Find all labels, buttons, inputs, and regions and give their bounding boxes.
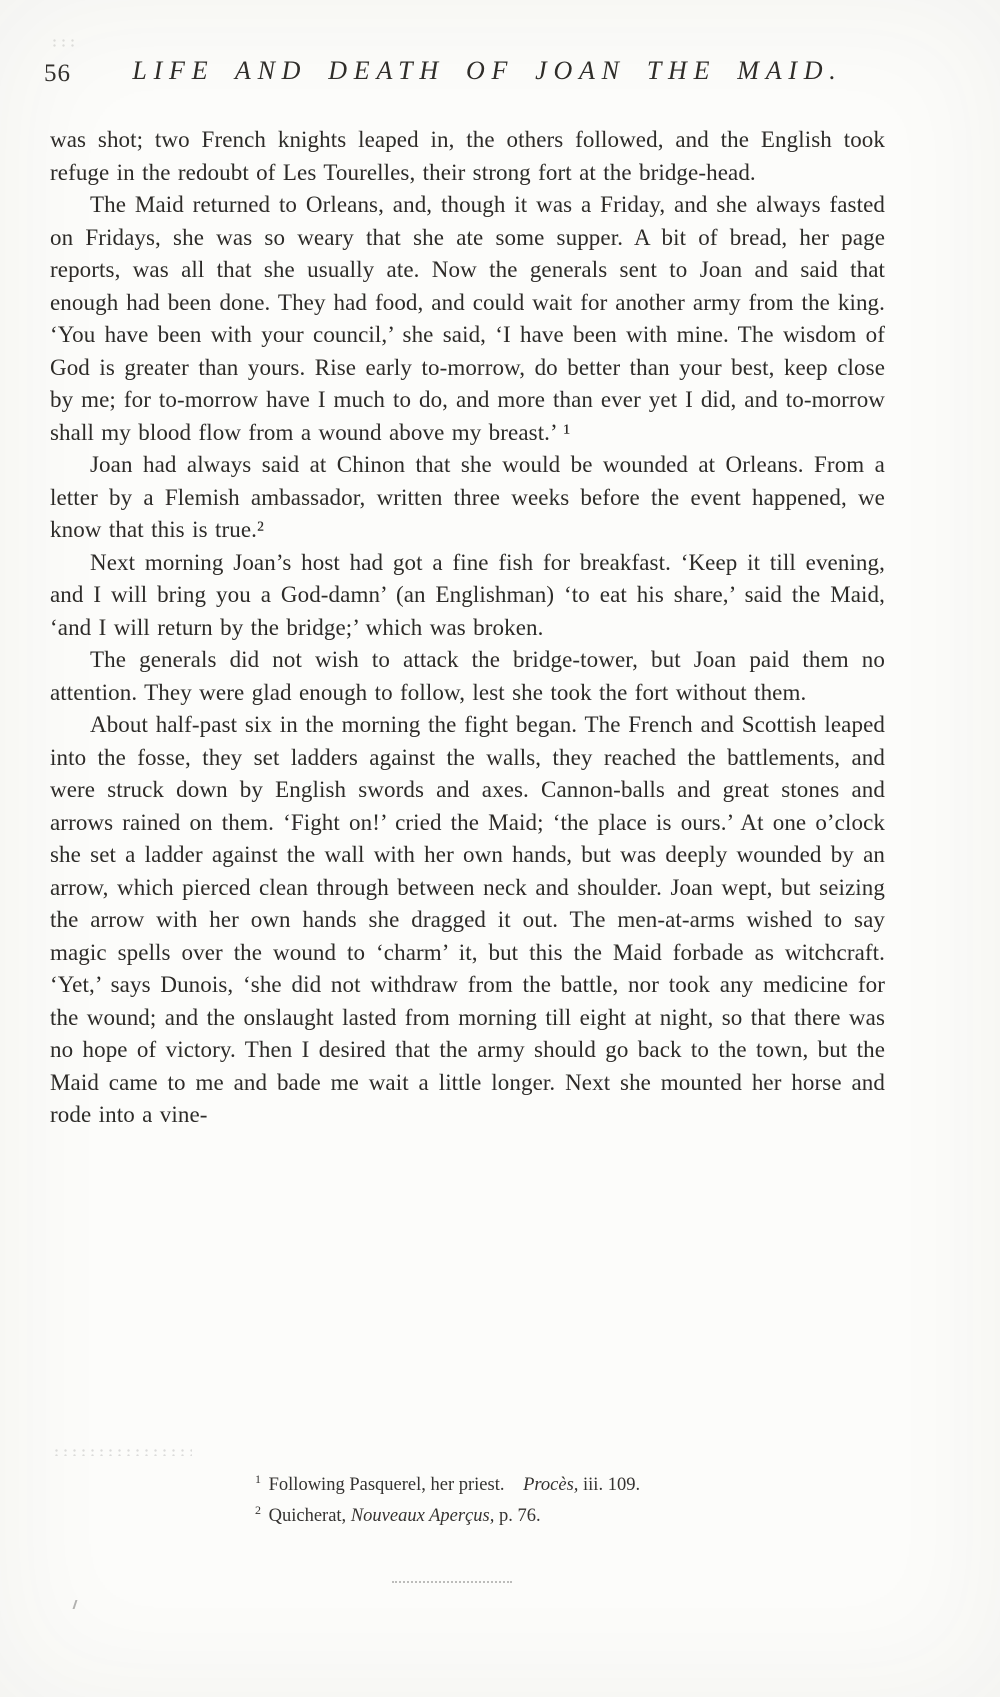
paragraph-continuation: was shot; two French knights leaped in, the others followed, and the English took refuge in the redoubt of Les Tourelles, their strong fort at the bridge-head.	[50, 127, 885, 185]
running-title: LIFE AND DEATH OF JOAN THE MAID.	[132, 56, 843, 85]
footnote-work-title: Nouveaux Aperçus,	[350, 1506, 495, 1526]
scan-artifact	[73, 1600, 80, 1609]
page-header	[44, 56, 885, 94]
scan-artifact	[52, 1448, 192, 1456]
footnote-marker: 2	[255, 1502, 261, 1517]
footnote-marker: 1	[255, 1471, 261, 1486]
footnote-text: Quicherat,	[268, 1506, 347, 1526]
footnote-ref: iii. 109.	[583, 1475, 641, 1495]
page-body	[50, 124, 885, 1132]
footnote-text: Following Pasquerel, her priest.	[268, 1475, 505, 1495]
paragraph: The generals did not wish to attack the bridge-tower, but Joan paid them no attention. They were glad enough to follow, lest she took the fort without them.	[50, 647, 885, 705]
page-number: 56	[44, 60, 71, 87]
footnote	[255, 1470, 885, 1501]
paragraph: Next morning Joan’s host had got a fine fish for breakfast. ‘Keep it till evening, and I will bring you a God-damn’ (an Englishman) ‘to eat his share,’ said the Maid, ‘and I will return by the bridge;’ which was broken.	[50, 549, 885, 640]
scan-artifact	[392, 1580, 512, 1583]
scan-artifact	[50, 38, 76, 48]
paragraph: The Maid returned to Orleans, and, though it was a Friday, and she always fasted on Fridays, she was so weary that she ate some supper. A bit of bread, her page reports, was all that she usually ate. Now the generals sent to Joan and said that enough had been done. They had food, and could wait for another army from the king. ‘You have been with your council,’ she said, ‘I have been with mine. The wisdom of God is greater than yours. Rise early to-morrow, do better than your best, keep close by me; for to-morrow have I much to do, and more than ever yet I did, and to-morrow shall my blood flow from a wound above my breast.’ ¹	[50, 192, 885, 445]
footnote-ref: p. 76.	[498, 1506, 541, 1526]
footnotes	[255, 1470, 885, 1532]
footnote-work-title: Procès,	[523, 1475, 579, 1495]
paragraph: About half-past six in the morning the fight began. The French and Scottish leaped into the fosse, they set ladders against the walls, they reached the battlements, and were struck down by English swords and axes. Cannon-balls and great stones and arrows rained on them. ‘Fight on!’ cried the Maid; ‘the place is ours.’ At one o’clock she set a ladder against the wall with her own hands, but was deeply wounded by an arrow, which pierced clean through between neck and shoulder. Joan wept, but seizing the arrow with her own hands she dragged it out. The men-at-arms wished to say magic spells over the wound to ‘charm’ it, but this the Maid forbade as witchcraft. ‘Yet,’ says Dunois, ‘she did not withdraw from the battle, nor took any medicine for the wound; and the onslaught lasted from morning till eight at night, so that there was no hope of victory. Then I desired that the army should go back to the town, but the Maid came to me and bade me wait a little longer. Next she mounted her horse and rode into a vine-	[50, 712, 885, 1127]
paragraph: Joan had always said at Chinon that she would be wounded at Orleans. From a letter by a Flemish ambassador, written three weeks before the event happened, we know that this is true.²	[50, 452, 885, 542]
footnote	[255, 1501, 885, 1532]
